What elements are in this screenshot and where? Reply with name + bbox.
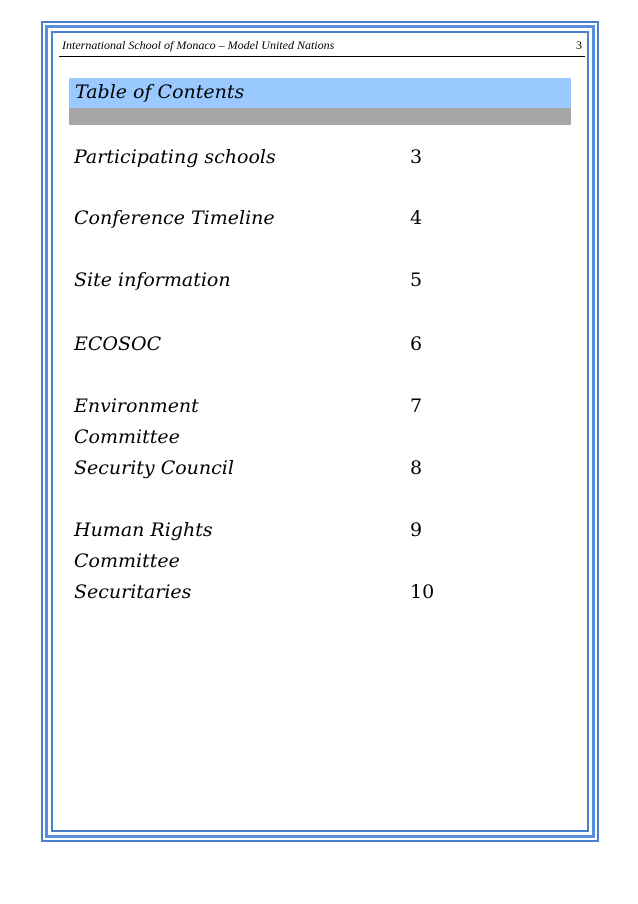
toc-entry-label: Participating schools bbox=[74, 146, 276, 168]
toc-banner bbox=[69, 78, 571, 108]
toc-entry-page: 8 bbox=[410, 457, 423, 479]
toc-entry-label: Environment Committee bbox=[74, 395, 199, 448]
toc-entry-page: 5 bbox=[410, 269, 423, 291]
toc-title: Table of Contents bbox=[75, 81, 245, 103]
toc-entry-page: 7 bbox=[410, 395, 423, 417]
toc-entry-label: Human Rights Committee bbox=[74, 519, 213, 572]
header-rule bbox=[59, 56, 585, 57]
toc-entry-label: Conference Timeline bbox=[74, 207, 275, 229]
toc-entry-page: 3 bbox=[410, 146, 423, 168]
toc-entry-label: Security Council bbox=[74, 457, 234, 479]
header-title: International School of Monaco – Model United Nations bbox=[62, 38, 335, 52]
toc-entry-page: 6 bbox=[410, 333, 423, 355]
header-page-number: 3 bbox=[576, 38, 582, 52]
toc-entry-label: Securitaries bbox=[74, 581, 192, 603]
toc-entry-label: ECOSOC bbox=[74, 333, 162, 355]
toc-banner-shadow bbox=[69, 108, 571, 125]
page-header bbox=[62, 38, 582, 56]
toc-entry-page: 10 bbox=[410, 581, 435, 603]
toc-entry-label: Site information bbox=[74, 269, 231, 291]
toc-entry-page: 4 bbox=[410, 207, 423, 229]
toc-entry-page: 9 bbox=[410, 519, 423, 541]
